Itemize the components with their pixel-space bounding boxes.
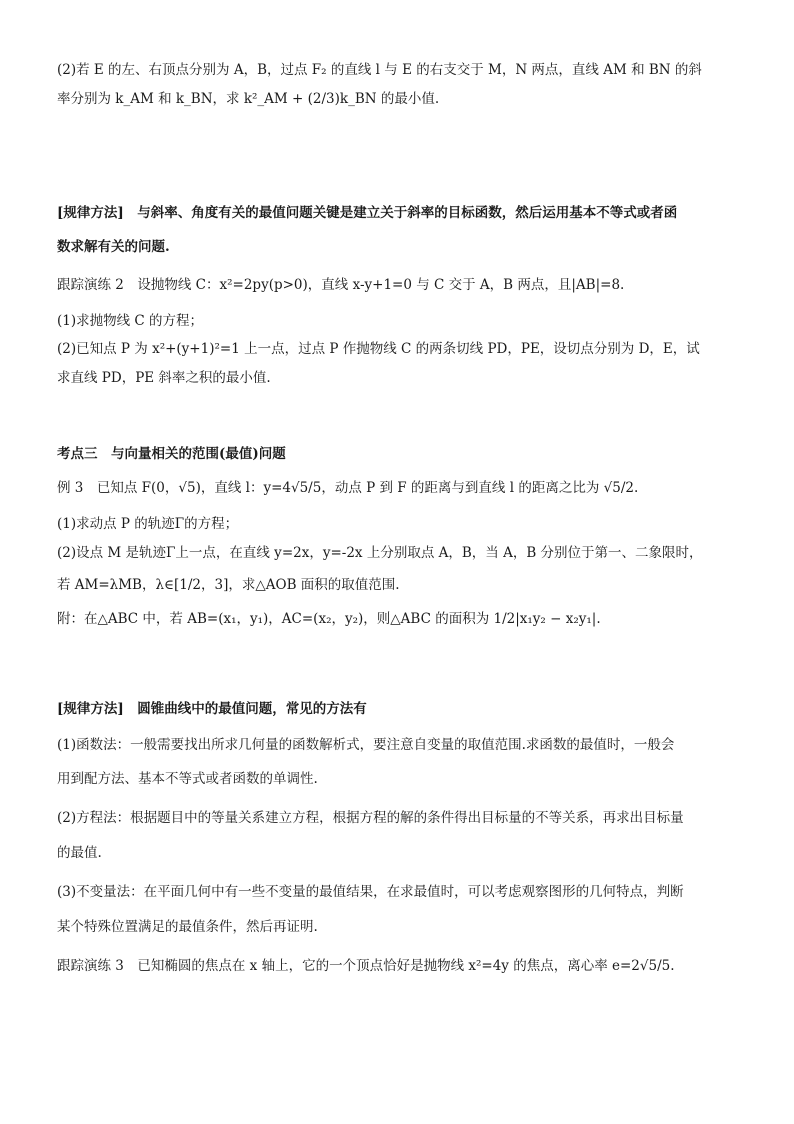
exercise-2-part-1: (1)求抛物线 C 的方程； <box>57 313 204 329</box>
example-3-appendix: 附：在△ABC 中，若 AB=(x₁，y₁)，AC=(x₂，y₂)，则△ABC 的面积为 1/2|x₁y₂ − x₂y₁|. <box>57 611 601 627</box>
method-invariant-cont: 某个特殊位置满足的最值条件，然后再证明. <box>57 919 318 935</box>
text-line-1: (2)若 E 的左、右顶点分别为 A，B，过点 F₂ 的直线 l 与 E 的右支交于 M，N 两点，直线 AM 和 BN 的斜 <box>57 62 702 78</box>
method-note-1: [规律方法] 与斜率、角度有关的最值问题关键是建立关于斜率的目标函数，然后运用基本不等式或者函 <box>57 205 678 221</box>
method-invariant: (3)不变量法：在平面几何中有一些不变量的最值结果，在求最值时，可以考虑观察图形的几何特点，判断 <box>57 884 684 900</box>
method-equation-cont: 的最值. <box>57 845 102 861</box>
text-line-2: 率分别为 k_AM 和 k_BN，求 k²_AM + (2/3)k_BN 的最小值. <box>57 91 440 107</box>
exercise-2-part-2: (2)已知点 P 为 x²+(y+1)²=1 上一点，过点 P 作抛物线 C 的两条切线 PD，PE，设切点分别为 D，E，试 <box>57 341 700 357</box>
method-note-1-cont: 数求解有关的问题. <box>57 239 170 255</box>
example-3-part-1: (1)求动点 P 的轨迹Γ的方程； <box>57 516 239 532</box>
exercise-2-title: 跟踪演练 2 设抛物线 C：x²=2py(p>0)，直线 x-y+1=0 与 C 交于 A，B 两点，且|AB|=8. <box>57 277 625 293</box>
exercise-2-part-2-cont: 求直线 PD，PE 斜率之积的最小值. <box>57 370 271 386</box>
method-function: (1)函数法：一般需要找出所求几何量的函数解析式，要注意自变量的取值范围.求函数的最值时，一般会 <box>57 737 675 753</box>
method-note-2: [规律方法] 圆锥曲线中的最值问题，常见的方法有 <box>57 701 367 717</box>
section-heading-3: 考点三 与向量相关的范围(最值)问题 <box>57 446 286 462</box>
method-function-cont: 用到配方法、基本不等式或者函数的单调性. <box>57 771 318 787</box>
method-equation: (2)方程法：根据题目中的等量关系建立方程，根据方程的解的条件得出目标量的不等关系，再求出目标量 <box>57 810 684 826</box>
example-3-title: 例 3 已知点 F(0，√5)，直线 l：y=4√5/5，动点 P 到 F 的距离与到直线 l 的距离之比为 √5/2. <box>57 480 639 496</box>
example-3-part-2-cont: 若 AM=λMB，λ∈[1/2，3]，求△AOB 面积的取值范围. <box>57 577 400 593</box>
example-3-part-2: (2)设点 M 是轨迹Γ上一点，在直线 y=2x，y=-2x 上分别取点 A，B，当 A，B 分别位于第一、二象限时， <box>57 545 703 561</box>
exercise-3-title: 跟踪演练 3 已知椭圆的焦点在 x 轴上，它的一个顶点恰好是抛物线 x²=4y 的焦点，离心率 e=2√5/5. <box>57 958 675 974</box>
